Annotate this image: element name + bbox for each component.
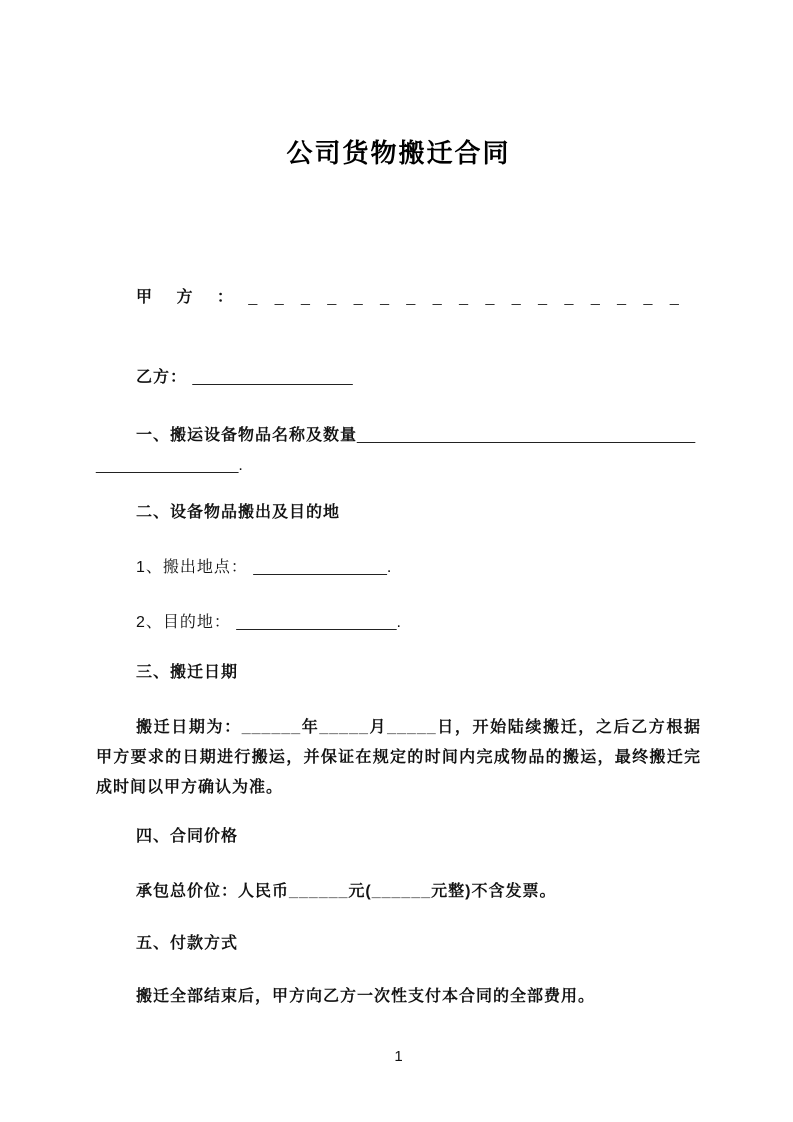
clause-5-heading: 五、付款方式 (136, 935, 239, 952)
item-1-period: . (386, 559, 393, 576)
item-2-label: 2、目的地： (136, 614, 231, 631)
clause-2-heading: 二、设备物品搬出及目的地 (136, 504, 341, 521)
party-a-blank: _ _ _ _ _ _ _ _ _ _ _ _ _ _ _ _ _ (248, 289, 679, 306)
clause-3-heading: 三、搬迁日期 (136, 664, 239, 681)
clause-2-item-1 (96, 553, 701, 583)
party-a-line (96, 283, 701, 313)
clause-1-heading: 一、搬运设备物品名称及数量 (136, 427, 358, 444)
clause-1-period: . (238, 457, 244, 474)
clause-4-body: 承包总价位：人民币______元(______元整)不含发票。 (136, 883, 557, 900)
party-b-blank: __________________ (192, 369, 353, 386)
clause-4-heading: 四、合同价格 (136, 828, 239, 845)
item-2-blank: __________________ (236, 614, 397, 631)
document-title: 公司货物搬迁合同 (286, 138, 511, 168)
clause-3-body: 搬迁日期为：______年_____月_____日，开始陆续搬迁，之后乙方根据甲方要求的日期进行搬运，并保证在规定的时间内完成物品的搬运，最终搬迁完成时间以甲方确认为准。 (96, 719, 701, 796)
page-number: 1 (394, 1048, 403, 1065)
party-b-line (96, 363, 701, 393)
item-1-label: 1、搬出地点： (136, 559, 248, 576)
clause-1-blank: ______________________________________________________ (96, 427, 696, 474)
item-1-blank: _______________ (253, 559, 387, 576)
item-2-period: . (396, 614, 402, 631)
party-a-label: 甲 方 ： (136, 289, 243, 306)
clause-5-body: 搬迁全部结束后，甲方向乙方一次性支付本合同的全部费用。 (136, 988, 596, 1005)
clause-2-item-2 (96, 608, 701, 638)
clause-1-line (96, 421, 701, 481)
party-b-label: 乙方： (136, 369, 188, 386)
